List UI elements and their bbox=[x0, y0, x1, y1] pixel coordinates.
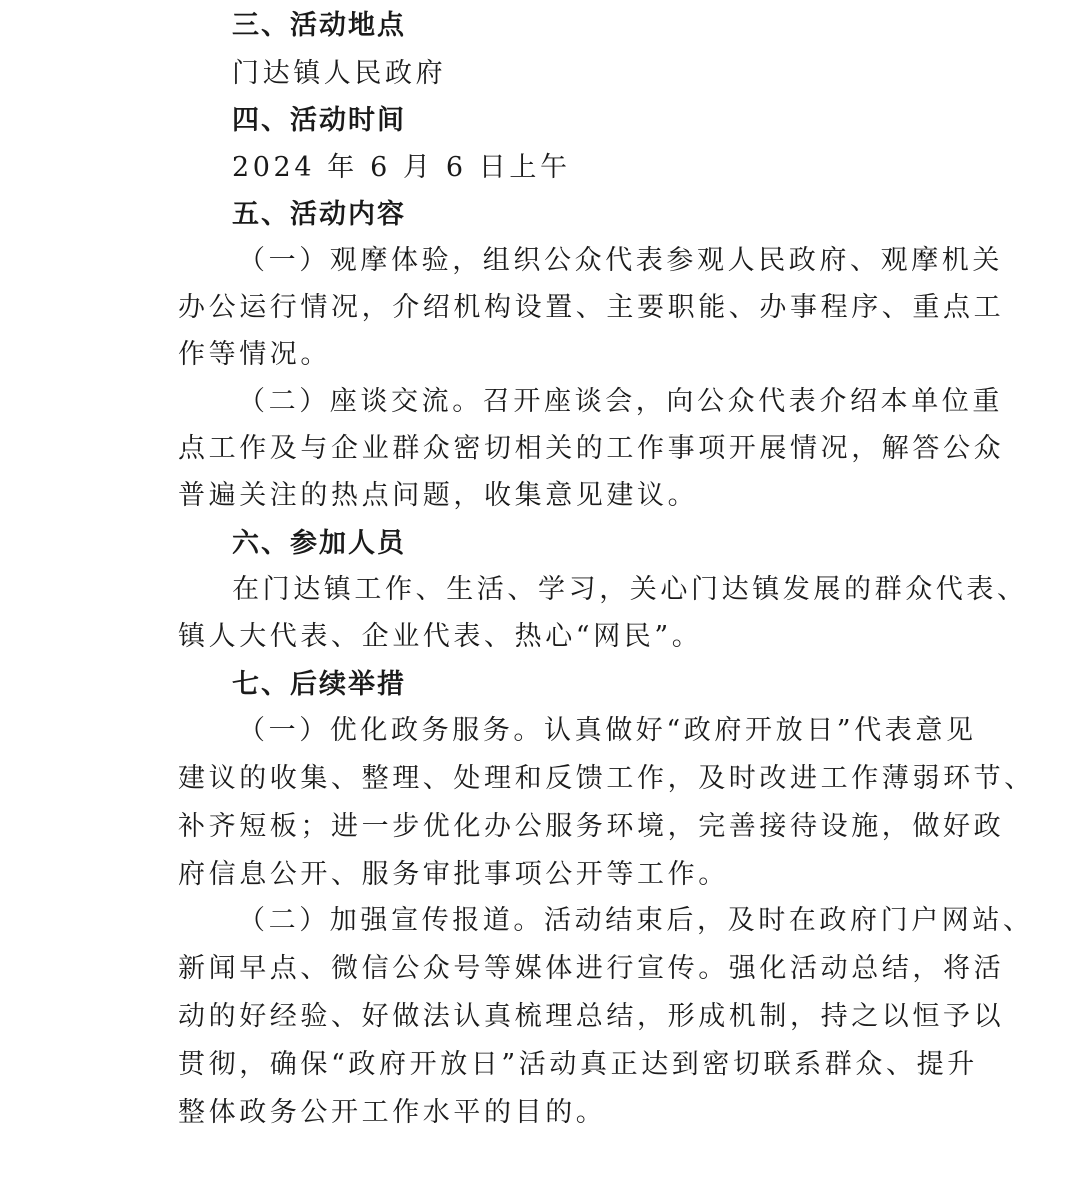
paragraph-line: （二）加强宣传报道。活动结束后，及时在政府门户网站、 bbox=[238, 905, 1034, 936]
paragraph-line: 贯彻，确保“政府开放日”活动真正达到密切联系群众、提升 bbox=[178, 1049, 978, 1080]
section-heading-participants: 六、参加人员 bbox=[232, 528, 406, 559]
location-text: 门达镇人民政府 bbox=[232, 58, 447, 89]
paragraph-line: 镇人大代表、企业代表、热心“网民”。 bbox=[178, 621, 703, 652]
section-heading-location: 三、活动地点 bbox=[232, 10, 406, 41]
paragraph-line: 建议的收集、整理、处理和反馈工作，及时改进工作薄弱环节、 bbox=[178, 763, 1035, 794]
paragraph-line: （二）座谈交流。召开座谈会，向公众代表介绍本单位重 bbox=[238, 386, 1003, 417]
paragraph-line: 新闻早点、微信公众号等媒体进行宣传。强化活动总结，将活 bbox=[178, 953, 1005, 984]
paragraph-line: 动的好经验、好做法认真梳理总结，形成机制，持之以恒予以 bbox=[178, 1001, 1005, 1032]
paragraph-line: 普遍关注的热点问题，收集意见建议。 bbox=[178, 480, 699, 511]
paragraph-line: 办公运行情况，介绍机构设置、主要职能、办事程序、重点工 bbox=[178, 292, 1005, 323]
paragraph-line: 补齐短板；进一步优化办公服务环境，完善接待设施，做好政 bbox=[178, 811, 1005, 842]
paragraph-line: 作等情况。 bbox=[178, 339, 331, 370]
paragraph-line: （一）优化政务服务。认真做好“政府开放日”代表意见 bbox=[238, 715, 977, 746]
paragraph-line: （一）观摩体验，组织公众代表参观人民政府、观摩机关 bbox=[238, 245, 1003, 276]
section-heading-content: 五、活动内容 bbox=[232, 199, 406, 230]
paragraph-line: 在门达镇工作、生活、学习，关心门达镇发展的群众代表、 bbox=[232, 574, 1028, 605]
paragraph-line: 点工作及与企业群众密切相关的工作事项开展情况，解答公众 bbox=[178, 433, 1005, 464]
section-heading-follow-up: 七、后续举措 bbox=[232, 669, 406, 700]
time-text: 2024 年 6 月 6 日上午 bbox=[232, 152, 571, 183]
section-heading-time: 四、活动时间 bbox=[232, 105, 406, 136]
paragraph-line: 府信息公开、服务审批事项公开等工作。 bbox=[178, 859, 729, 890]
paragraph-line: 整体政务公开工作水平的目的。 bbox=[178, 1097, 607, 1128]
